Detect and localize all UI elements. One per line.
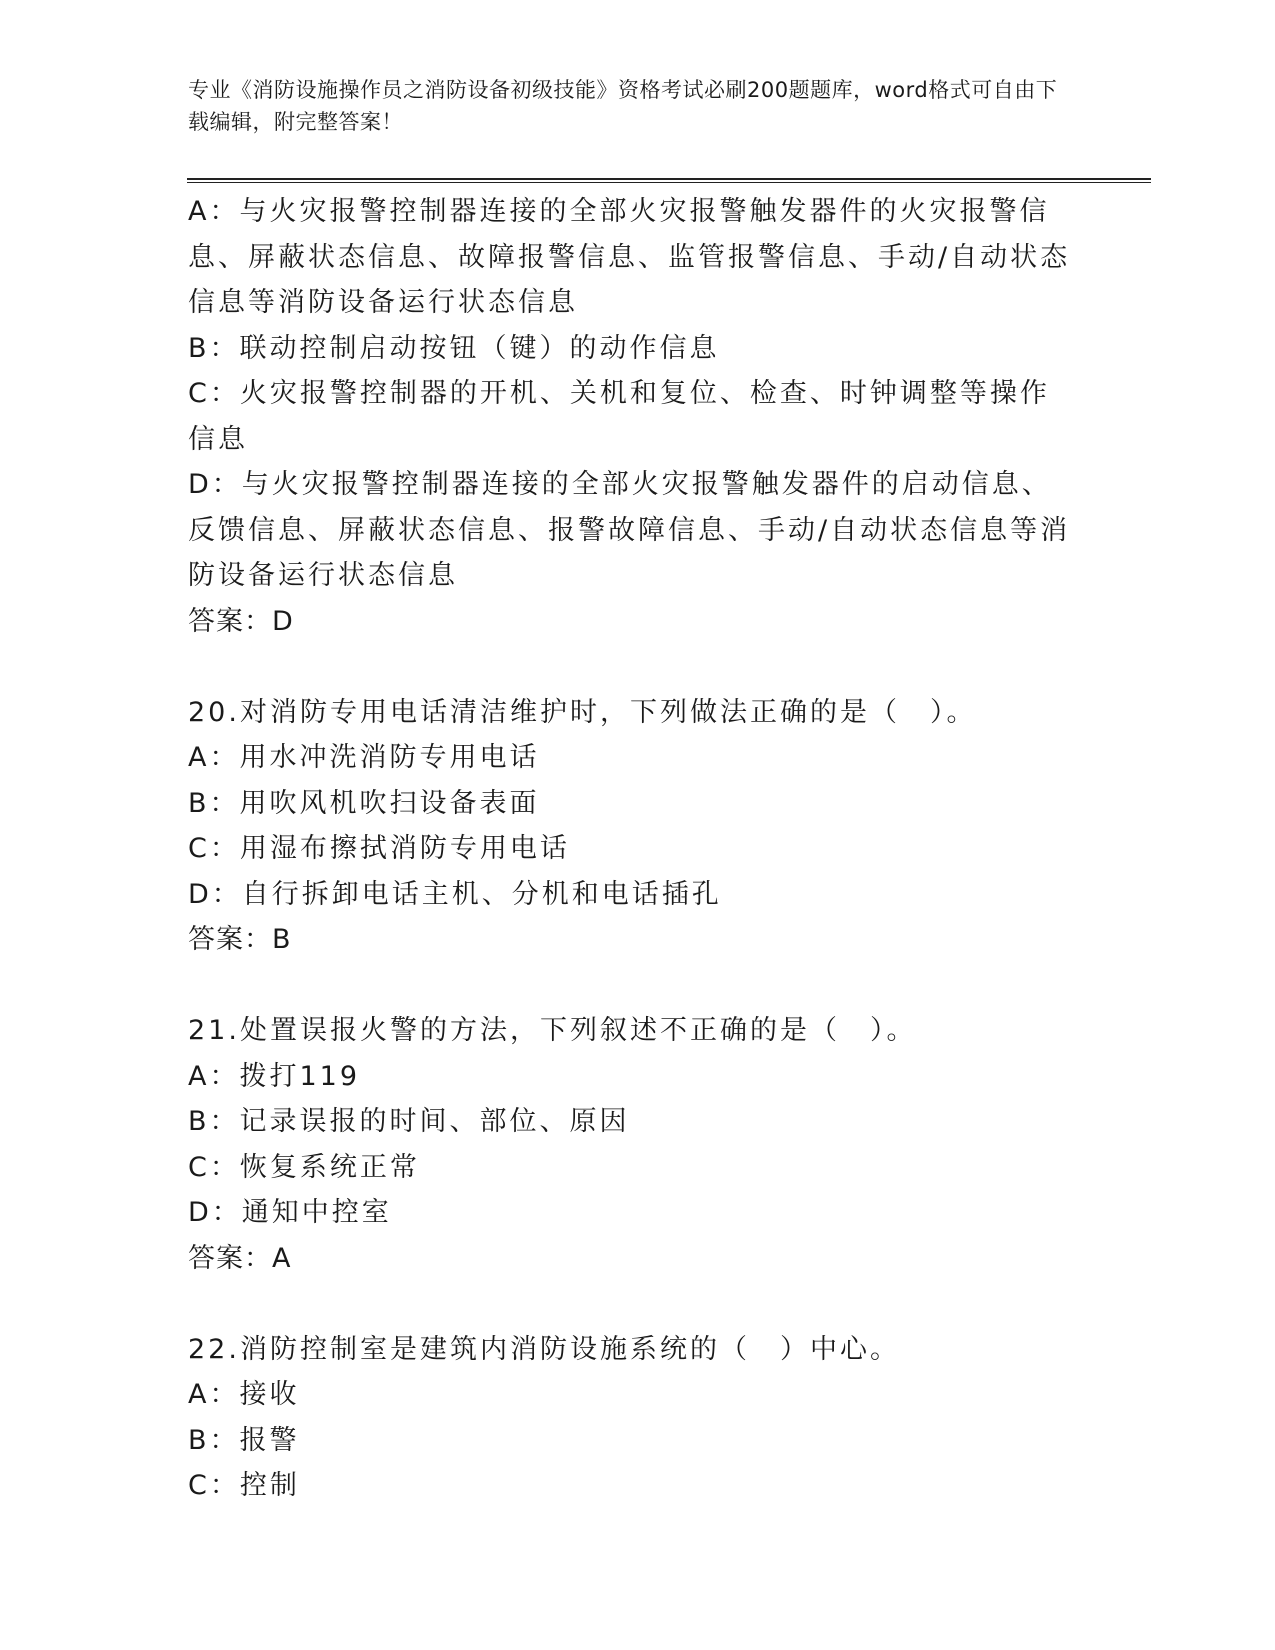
answer: 答案：B [188,924,292,955]
option-d: D：自行拆卸电话主机、分机和电话插孔 [188,878,722,910]
option-c: C：用湿布擦拭消防专用电话 [188,833,570,864]
option-b: B：报警 [188,1424,300,1456]
option-d: D：与火灾报警控制器连接的全部火灾报警触发器件的启动信息、反馈信息、屏蔽状态信息、报警故障信息、手动/自动状态信息等消防设备运行状态信息 [188,469,1071,591]
document-body [188,189,1078,1509]
option-a: A：接收 [188,1379,300,1410]
option-b: B：联动控制启动按钮（键）的动作信息 [188,332,720,364]
option-d: D：通知中控室 [188,1197,392,1228]
header-rule [187,178,1151,183]
document-header: 专业《消防设施操作员之消防设备初级技能》资格考试必刷200题题库，word格式可自由下载编辑，附完整答案！ [188,78,1058,134]
option-a: A：用水冲洗消防专用电话 [188,742,540,773]
answer: 答案：A [188,1242,292,1274]
answer: 答案：D [188,605,294,637]
option-a: A：与火灾报警控制器连接的全部火灾报警触发器件的火灾报警信息、屏蔽状态信息、故障报警信息、监管报警信息、手动/自动状态信息等消防设备运行状态信息 [188,196,1071,318]
option-c: C：火灾报警控制器的开机、关机和复位、检查、时钟调整等操作信息 [188,378,1050,455]
option-c: C：恢复系统正常 [188,1151,420,1183]
option-c: C：控制 [188,1470,300,1501]
question-stem: 20.对消防专用电话清洁维护时，下列做法正确的是（ ）。 [188,696,977,728]
option-a: A：拨打119 [188,1060,361,1092]
question-stem: 21.处置误报火警的方法，下列叙述不正确的是（ ）。 [188,1015,917,1046]
question-stem: 22.消防控制室是建筑内消防设施系统的（ ）中心。 [188,1333,900,1365]
option-b: B：记录误报的时间、部位、原因 [188,1106,630,1137]
option-b: B：用吹风机吹扫设备表面 [188,787,540,819]
